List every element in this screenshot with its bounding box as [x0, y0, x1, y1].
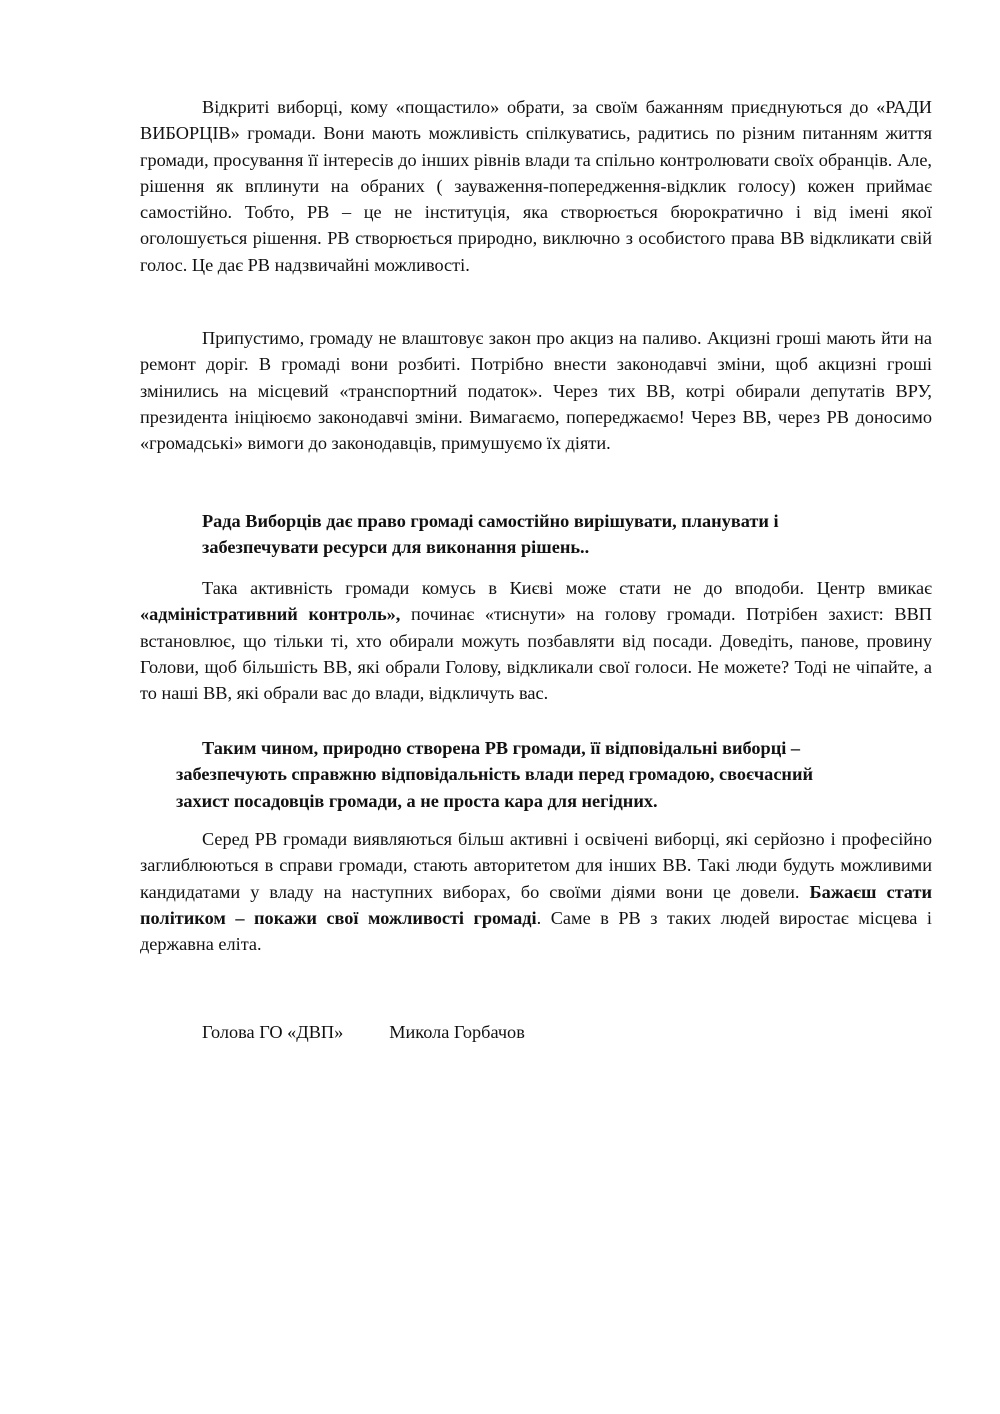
paragraph-text: Така активність громади комусь в Києві може стати не до вподоби. Центр вмикає	[202, 578, 932, 598]
emphasis-admin-control: «адміністративний контроль»,	[140, 604, 401, 625]
bold-statement-line: Рада Виборців дає право громаді самостійно вирішувати, планувати і	[202, 511, 779, 531]
paragraph-text: Серед РВ громади виявляються більш активні і освічені виборці, які серйозно і професійно заглиблюються в справи громади, стають авторитетом для інших ВВ. Такі люди будуть можливими кандидатами у владу на наступних виборах, бо своїми діями вони це довели.	[140, 829, 932, 902]
bold-statement-rights	[202, 508, 779, 561]
bold-statement-line: захист посадовців громади, а не проста кара для негідних.	[176, 790, 658, 811]
signature-title: Голова ГО «ДВП»	[202, 1022, 344, 1042]
paragraph-active-voters	[140, 826, 932, 957]
paragraph-rada-vybortsiv-intro: Відкриті виборці, кому «пощастило» обрати, за своїм бажанням приєднуються до «РАДИ ВИБОРЦІВ» громади. Вони мають можливість спілкуватись, радитись по різним питанням життя громади, просування її інтересів до інших рівнів влади та спільно контролювати своїх обранців. Але, рішення як вплинути на обраних ( зауваження-попередження-відклик голосу) кожен приймає самостійно. Тобто, РВ – це не інституція, яка створюється бюрократично і від імені якої оголошується рішення. РВ створюється природно, виключно з особистого права ВВ відкликати свій голос. Це дає РВ надзвичайні можливості.	[140, 97, 932, 275]
paragraph-excise-example: Припустимо, громаду не влаштовує закон про акциз на паливо. Акцизні гроші мають йти на ремонт доріг. В громаді вони розбиті. Потрібно внести законодавчі зміни, щоб акцизні гроші змінились на місцевий «транспортний податок». Через тих ВВ, котрі обирали депутатів ВРУ, президента ініціюємо законодавчі зміни. Вимагаємо, попереджаємо! Через ВВ, через РВ доносимо «громадські» вимоги до законодавців, примушуємо їх діяти.	[140, 328, 932, 454]
paragraph-admin-control	[140, 575, 932, 706]
signature-block	[202, 1022, 525, 1043]
emphasis-become-politician: Бажаєш стати політиком – покажи свої можливості громаді	[140, 881, 932, 928]
paragraph-text: . Саме в РВ з таких людей виростає місцева і державна еліта.	[140, 907, 932, 955]
bold-statement-line: забезпечувати ресурси для виконання рішень..	[202, 537, 590, 558]
bold-statement-line: забезпечують справжню відповідальність влади перед громадою, своєчасний	[176, 764, 814, 785]
signature-name: Микола Горбачов	[389, 1022, 525, 1042]
bold-statement-conclusion	[176, 735, 813, 814]
bold-statement-line: Таким чином, природно створена РВ громади, її відповідальні виборці –	[202, 738, 801, 758]
paragraph-text: починає «тиснути» на голову громади. Потрібен захист: ВВП встановлює, що тільки ті, хто обирали можуть позбавляти від посади. Доведіть, панове, провину Голови, щоб більшість ВВ, які обрали Голову, відкликали свої голоси. Не можете? Тоді не чіпайте, а то наші ВВ, які обрали вас до влади, відкличуть вас.	[140, 604, 932, 704]
